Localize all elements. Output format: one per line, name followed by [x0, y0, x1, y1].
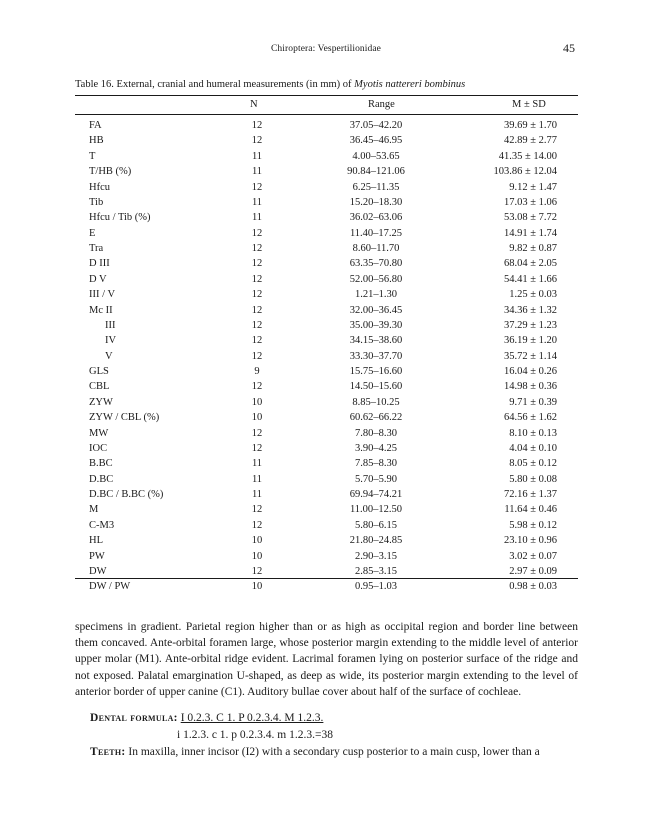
row-range: 33.30–37.70 — [349, 350, 403, 362]
column-header-n: N — [250, 99, 258, 110]
row-label: ZYW — [89, 396, 113, 408]
row-mean-sd: 4.04 ± 0.10 — [509, 442, 557, 454]
row-n: 12 — [251, 335, 263, 347]
table-row — [0, 349, 652, 364]
row-label: M — [89, 504, 99, 516]
row-range: 34.15–38.60 — [349, 335, 403, 347]
row-mean-sd: 9.82 ± 0.87 — [509, 243, 557, 254]
teeth-text: In maxilla, inner incisor (I2) with a secondary cusp posterior to a main cusp, lower than a — [128, 746, 540, 758]
row-range: 35.00–39.30 — [349, 319, 403, 331]
row-n: 12 — [251, 427, 263, 439]
table-row — [0, 272, 652, 287]
row-n: 12 — [251, 504, 263, 516]
row-range: 5.70–5.90 — [355, 473, 397, 485]
teeth-label: Teeth: — [90, 746, 126, 758]
row-n: 9 — [254, 366, 260, 377]
row-n: 12 — [251, 243, 263, 254]
row-label: FA — [89, 120, 102, 131]
teeth-paragraph — [90, 746, 540, 758]
table-row — [0, 395, 652, 410]
row-mean-sd: 14.98 ± 0.36 — [503, 381, 557, 393]
row-mean-sd: 36.19 ± 1.20 — [503, 335, 557, 347]
row-n: 10 — [251, 581, 263, 593]
row-mean-sd: 39.69 ± 1.70 — [503, 120, 557, 131]
row-range: 69.94–74.21 — [349, 489, 403, 500]
table-row — [0, 579, 652, 594]
running-head: Chiroptera: Vespertilionidae — [271, 44, 381, 54]
row-range: 4.00–53.65 — [352, 150, 400, 162]
row-mean-sd: 35.72 ± 1.14 — [503, 350, 557, 362]
table-row — [0, 564, 652, 579]
row-label: C-M3 — [89, 519, 115, 531]
row-label: T/HB (%) — [89, 166, 132, 178]
row-n: 11 — [251, 489, 263, 500]
table-row — [0, 303, 652, 318]
table-caption — [75, 79, 465, 90]
table-row — [0, 502, 652, 517]
row-range: 7.85–8.30 — [355, 458, 397, 470]
table-caption-text: Table 16. External, cranial and humeral measurements (in mm) of — [75, 79, 355, 90]
row-range: 36.02–63.06 — [349, 212, 403, 224]
row-range: 60.62–66.22 — [349, 412, 403, 424]
table-row — [0, 410, 652, 425]
row-mean-sd: 9.12 ± 1.47 — [509, 181, 557, 193]
row-range: 8.85–10.25 — [352, 396, 400, 408]
table-row — [0, 441, 652, 456]
column-header-range: Range — [368, 99, 395, 110]
row-range: 2.85–3.15 — [355, 565, 397, 577]
row-mean-sd: 54.41 ± 1.66 — [503, 273, 557, 285]
row-n: 12 — [251, 442, 263, 454]
row-mean-sd: 8.10 ± 0.13 — [509, 427, 557, 439]
row-label: Hfcu / Tib (%) — [89, 212, 151, 224]
row-range: 90.84–121.06 — [347, 166, 405, 178]
row-range: 14.50–15.60 — [349, 381, 403, 393]
table-header-rule — [75, 114, 578, 115]
table-top-rule — [75, 95, 578, 96]
measurement-table-body — [0, 118, 652, 595]
row-label: Tib — [89, 196, 104, 208]
row-label: V — [105, 350, 113, 362]
row-range: 7.80–8.30 — [355, 427, 397, 439]
row-range: 11.00–12.50 — [349, 504, 403, 516]
dental-formula-upper-text: I 0.2.3. C 1. P 0.2.3.4. M 1.2.3. — [180, 712, 324, 724]
row-label: MW — [89, 427, 109, 439]
row-range: 37.05–42.20 — [349, 120, 403, 131]
body-paragraph: specimens in gradient. Parietal region higher than or as high as occipital region and border line between them concaved. Ante-orbital foramen large, whose posterior margin extending to the middle level of anterior upper molar (M1). Ante-orbital ridge evident. Lacrimal foramen lying on posterior surface of the ridge and not exposed. Palatal emargination U-shaped, as deep as wide, its posterior margin extending to the level of anterior border of upper canine (C1). Auditory bullae cover about half of the surface of cochleae. — [75, 621, 578, 698]
row-label: ZYW / CBL (%) — [89, 412, 160, 424]
row-mean-sd: 14.91 ± 1.74 — [503, 227, 557, 239]
table-row — [0, 241, 652, 256]
row-label: III — [105, 319, 116, 331]
row-mean-sd: 3.02 ± 0.07 — [509, 550, 557, 562]
row-label: GLS — [89, 366, 109, 377]
column-header-mean-sd: M ± SD — [512, 99, 546, 110]
table-row — [0, 287, 652, 302]
row-n: 12 — [251, 304, 263, 316]
row-range: 21.80–24.85 — [349, 535, 403, 547]
table-row — [0, 118, 652, 133]
row-mean-sd: 8.05 ± 0.12 — [509, 458, 557, 470]
row-mean-sd: 17.03 ± 1.06 — [503, 196, 557, 208]
table-row — [0, 195, 652, 210]
row-label: IOC — [89, 442, 108, 454]
row-n: 12 — [251, 319, 263, 331]
table-row — [0, 164, 652, 179]
table-row — [0, 333, 652, 348]
table-row — [0, 318, 652, 333]
table-row — [0, 149, 652, 164]
row-mean-sd: 41.35 ± 14.00 — [498, 150, 557, 162]
row-n: 12 — [251, 273, 263, 285]
row-mean-sd: 42.89 ± 2.77 — [503, 135, 557, 147]
table-row — [0, 180, 652, 195]
row-mean-sd: 11.64 ± 0.46 — [504, 504, 557, 516]
row-n: 10 — [251, 412, 263, 424]
row-label: DW — [89, 565, 107, 577]
table-row — [0, 364, 652, 379]
row-range: 15.75–16.60 — [349, 366, 403, 377]
table-row — [0, 518, 652, 533]
table-row — [0, 256, 652, 271]
row-n: 12 — [251, 227, 263, 239]
table-row — [0, 210, 652, 225]
table-row — [0, 472, 652, 487]
table-row — [0, 456, 652, 471]
row-range: 11.40–17.25 — [349, 227, 403, 239]
row-n: 11 — [251, 212, 263, 224]
row-mean-sd: 16.04 ± 0.26 — [503, 366, 557, 377]
table-row — [0, 226, 652, 241]
row-n: 11 — [251, 458, 263, 470]
row-label: D.BC / B.BC (%) — [89, 489, 164, 500]
row-mean-sd: 5.80 ± 0.08 — [509, 473, 557, 485]
row-label: T — [89, 150, 96, 162]
row-range: 0.95–1.03 — [355, 581, 397, 593]
row-label: Tra — [89, 243, 104, 254]
row-range: 2.90–3.15 — [355, 550, 397, 562]
row-label: DW / PW — [89, 581, 131, 593]
row-mean-sd: 34.36 ± 1.32 — [503, 304, 557, 316]
row-n: 10 — [251, 396, 263, 408]
row-mean-sd: 103.86 ± 12.04 — [493, 166, 557, 178]
row-mean-sd: 64.56 ± 1.62 — [503, 412, 557, 424]
row-mean-sd: 23.10 ± 0.96 — [503, 535, 557, 547]
row-range: 5.80–6.15 — [355, 519, 397, 531]
row-n: 10 — [251, 535, 263, 547]
row-label: D.BC — [89, 473, 114, 485]
row-label: D V — [89, 273, 107, 285]
row-n: 11 — [251, 166, 263, 178]
row-n: 12 — [251, 258, 263, 270]
table-row — [0, 533, 652, 548]
row-label: PW — [89, 550, 105, 562]
row-range: 15.20–18.30 — [349, 196, 403, 208]
row-n: 11 — [251, 473, 263, 485]
dental-formula-label: Dental formula: — [90, 712, 178, 724]
dental-formula-upper — [90, 712, 323, 724]
row-label: D III — [89, 258, 110, 270]
row-label: HL — [89, 535, 103, 547]
row-range: 52.00–56.80 — [349, 273, 403, 285]
row-range: 36.45–46.95 — [349, 135, 403, 147]
row-label: III / V — [89, 289, 116, 301]
table-row — [0, 133, 652, 148]
row-mean-sd: 0.98 ± 0.03 — [509, 581, 557, 593]
row-mean-sd: 37.29 ± 1.23 — [503, 319, 557, 331]
table-row — [0, 487, 652, 502]
row-mean-sd: 9.71 ± 0.39 — [509, 396, 557, 408]
row-mean-sd: 5.98 ± 0.12 — [509, 519, 557, 531]
row-label: IV — [105, 335, 117, 347]
table-caption-species: Myotis nattereri bombinus — [354, 79, 466, 90]
row-n: 12 — [251, 135, 263, 147]
row-n: 12 — [251, 381, 263, 393]
row-n: 10 — [251, 550, 263, 562]
row-mean-sd: 53.08 ± 7.72 — [503, 212, 557, 224]
row-range: 6.25–11.35 — [352, 181, 400, 193]
row-label: HB — [89, 135, 104, 147]
row-label: Hfcu — [89, 181, 110, 193]
row-n: 12 — [251, 565, 263, 577]
row-label: B.BC — [89, 458, 113, 470]
row-range: 32.00–36.45 — [349, 304, 403, 316]
row-n: 12 — [251, 181, 263, 193]
table-row — [0, 379, 652, 394]
row-label: CBL — [89, 381, 110, 393]
row-n: 11 — [251, 150, 263, 162]
row-range: 63.35–70.80 — [349, 258, 403, 270]
row-label: Mc II — [89, 304, 113, 316]
dental-formula-lower: i 1.2.3. c 1. p 0.2.3.4. m 1.2.3.=38 — [177, 729, 333, 741]
row-n: 12 — [251, 519, 263, 531]
row-mean-sd: 68.04 ± 2.05 — [503, 258, 557, 270]
table-row — [0, 549, 652, 564]
row-mean-sd: 1.25 ± 0.03 — [509, 289, 557, 301]
row-n: 12 — [251, 350, 263, 362]
row-n: 11 — [251, 196, 263, 208]
row-mean-sd: 72.16 ± 1.37 — [503, 489, 557, 500]
table-bottom-rule — [75, 578, 578, 579]
row-n: 12 — [251, 289, 263, 301]
row-label: E — [89, 227, 96, 239]
row-mean-sd: 2.97 ± 0.09 — [509, 565, 557, 577]
row-range: 8.60–11.70 — [352, 243, 400, 254]
table-row — [0, 426, 652, 441]
row-range: 3.90–4.25 — [355, 442, 397, 454]
row-range: 1.21–1.30 — [355, 289, 397, 301]
page-number: 45 — [563, 41, 575, 55]
row-n: 12 — [251, 120, 263, 131]
